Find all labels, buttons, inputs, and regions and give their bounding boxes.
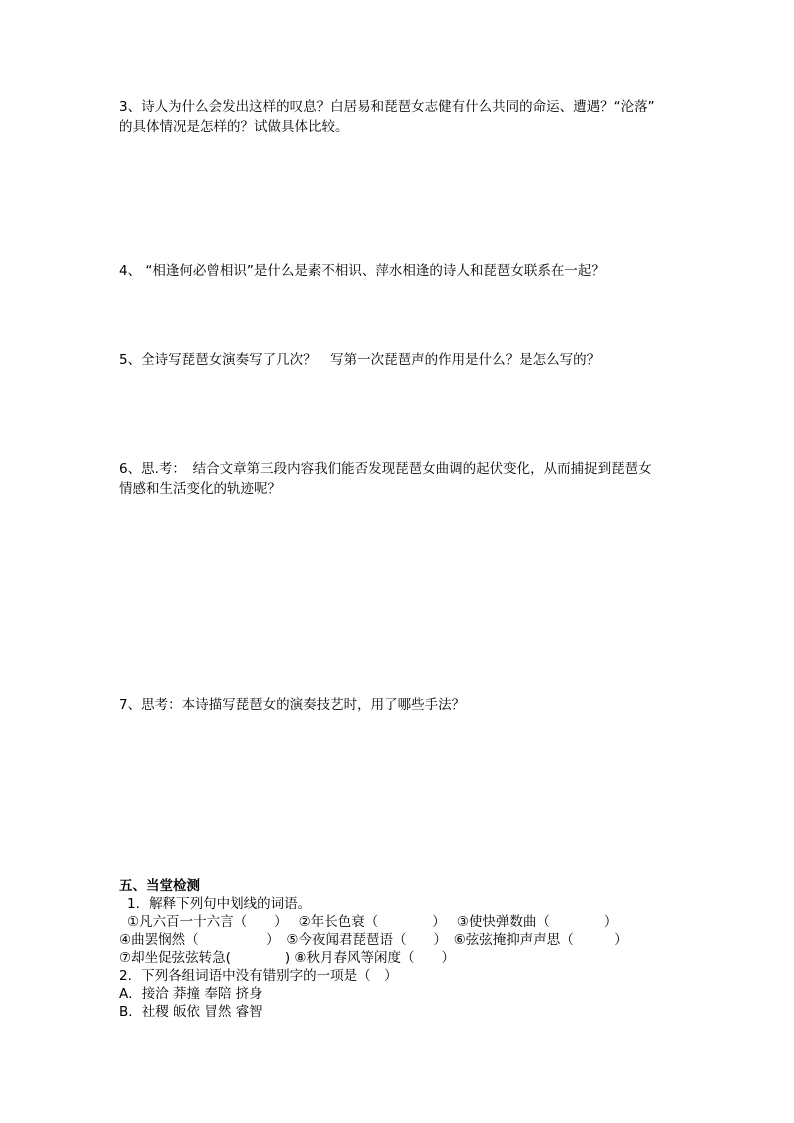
question-3-line1: 3、诗人为什么会发出这样的叹息？白居易和琵琶女志健有什么共同的命运、遭遇？“沦落” [119,99,655,115]
question-6-line2: 情感和生活变化的轨迹呢？ [119,481,281,497]
section-5-heading: 五、当堂检测 [119,878,200,894]
item-1-row-1: ①凡六百一十六言（ ） ②年长色衰（ ） ③使快弹数曲（ ） [127,914,618,930]
item-1-row-2: ④曲罢悯然（ ） ⑤今夜闻君琵琶语（ ） ⑥弦弦掩抑声声思（ ） [119,932,628,948]
question-7: 7、思考：本诗描写琵琶女的演奏技艺时，用了哪些手法？ [119,697,466,713]
question-4: 4、 “相逢何必曾相识”是什么是素不相识、萍水相逢的诗人和琵琶女联系在一起？ [119,263,605,279]
item-1-row-3: ⑦却坐促弦弦转急( ) ⑧秋月春风等闲度（ ） [119,950,456,966]
item-2-option-b: B．社稷 皈依 冒然 睿智 [119,1004,263,1020]
question-3-line2: 的具体情况是怎样的？试做具体比较。 [119,119,349,135]
question-6-line1: 6、思.考： 结合文章第三段内容我们能否发现琵琶女曲调的起伏变化，从而捕捉到琵琶女 [119,461,652,477]
item-1-title: 1．解释下列句中划线的词语。 [127,896,312,912]
item-2-option-a: A．接洽 莽撞 奉陪 挤身 [119,986,263,1002]
item-2-title: 2．下列各组词语中没有错别字的一项是（ ） [119,968,398,984]
question-5: 5、全诗写琵琶女演奏写了几次？ 写第一次琵琶声的作用是什么？是怎么写的？ [119,352,601,368]
